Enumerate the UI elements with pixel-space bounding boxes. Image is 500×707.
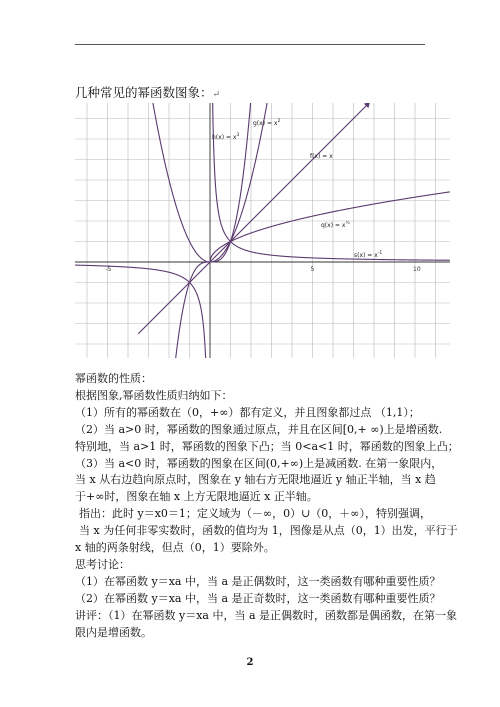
header-rule [75,44,425,45]
label-h-cubic: $h(x) = x^3$ [212,133,240,141]
label-f-linear: f(x) = x [310,153,333,160]
x-tick-label: 10 [413,266,421,273]
graph-grid [75,103,450,358]
graph-curves [75,103,450,358]
text-line: 讲评：（1）在幂函数 y＝xa 中，当 a 是正偶数时，函数都是偶函数，在第一象 [75,608,458,622]
text-line: （1）所有的幂函数在（0，+∞）都有定义，并且图象都过点 （1,1）； [75,405,420,419]
text-line: 根据图象,幂函数性质归纳如下： [75,388,233,402]
text-line: （3）当 a<0 时，幂函数的图象在区间(0,+∞)上是减函数. 在第一象限内， [75,456,443,470]
text-line: 思考讨论： [75,557,130,571]
text-line: x 轴的两条射线，但点（0，1）要除外。 [75,541,275,555]
x-tick-label: 5 [310,266,315,273]
properties-text [75,371,459,642]
label-s-reciprocal: $s(x) = x^{-1}$ [354,251,383,259]
text-line: （1）在幂函数 y＝xa 中，当 a 是正偶数时，这一类函数有哪种重要性质？ [75,574,441,588]
page-number: 2 [246,657,254,668]
text-line: 当 x 从右边趋向原点时，图象在 y 轴右方无限地逼近 y 轴正半轴，当 x 趋 [75,473,436,487]
label-g-square: $g(x) = x^2$ [253,119,281,127]
graph-axes [75,103,450,358]
power-function-graph [75,103,450,358]
text-line: （2）在幂函数 y＝xa 中，当 a 是正奇数时，这一类函数有哪种重要性质？ [75,591,441,605]
x-tick-label: -5 [105,266,112,273]
text-line: 限内是增函数。 [75,625,152,639]
text-line: 指出：此时 y＝x0＝1；定义域为（－∞，0）∪（0，＋∞），特别强调， [79,507,431,521]
page-heading: 几种常见的幂函数图象：↵ [75,85,221,100]
curve-x-linear [138,103,370,334]
text-line: 幂函数的性质： [75,372,152,385]
text-line: （2）当 a>0 时，幂函数的图象通过原点，并且在区间[0,+ ∞)上是增函数. [75,422,443,436]
text-line: 于+∞时，图象在轴 x 上方无限地逼近 x 正半轴。 [75,490,318,504]
label-q-sqrt: $q(x) = x^{\frac{1}{2}}$ [321,221,350,229]
text-line: 特别地，当 a>1 时，幂函数的图象下凸；当 0<a<1 时，幂函数的图象上凸； [75,439,459,453]
text-line: 当 x 为任何非零实数时，函数的值均为 1，图像是从点（0，1）出发，平行于 [79,524,458,538]
